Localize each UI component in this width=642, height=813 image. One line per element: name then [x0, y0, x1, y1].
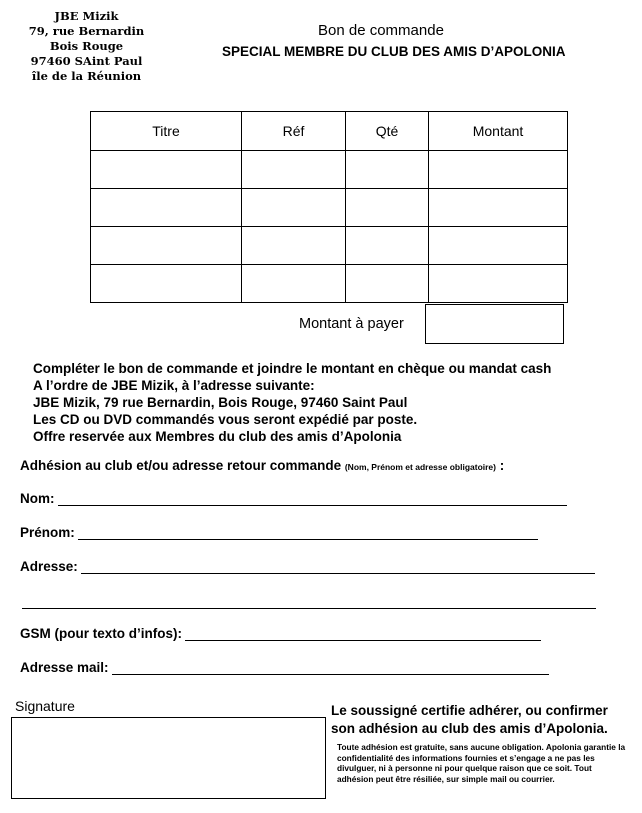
- page-subtitle: SPECIAL MEMBRE DU CLUB DES AMIS D’APOLONIA: [222, 44, 566, 59]
- signature-label: Signature: [15, 698, 75, 714]
- gsm-field: [20, 626, 541, 641]
- certification-line: Le soussigné certifie adhérer, ou confirmer: [331, 703, 608, 718]
- certification-text: [331, 702, 608, 738]
- cell-montant[interactable]: [429, 151, 568, 189]
- column-header-ref: Réf: [242, 112, 346, 151]
- signature-box[interactable]: [11, 717, 326, 799]
- sender-name: JBE Mizik: [54, 9, 119, 23]
- table-row: [91, 151, 568, 189]
- prenom-field: [20, 525, 538, 540]
- prenom-label: Prénom:: [20, 525, 75, 540]
- cell-qte[interactable]: [346, 227, 429, 265]
- table-row: [91, 189, 568, 227]
- adhesion-heading-text: Adhésion au club et/ou adresse retour commande: [20, 458, 342, 473]
- certification-line: son adhésion au club des amis d’Apolonia.: [331, 721, 608, 736]
- cell-ref[interactable]: [242, 265, 346, 303]
- cell-ref[interactable]: [242, 227, 346, 265]
- cell-ref[interactable]: [242, 189, 346, 227]
- nom-label: Nom:: [20, 491, 55, 506]
- total-label: Montant à payer: [299, 316, 404, 332]
- fine-print: Toute adhésion est gratuite, sans aucune obligation. Apolonia garantie la confidentialité des informations fournies et s’engage a ne pas les divulguer, ni à personne ni pour quelque raison que ce soit. Tout adhésion peut être résiliée, sur simple mail ou courrier.: [337, 742, 626, 784]
- table-row: [91, 227, 568, 265]
- cell-titre[interactable]: [91, 151, 242, 189]
- mail-input-line[interactable]: [112, 661, 549, 675]
- total-amount-box[interactable]: [425, 304, 564, 344]
- order-table: [90, 111, 568, 303]
- adresse-field: [20, 559, 595, 574]
- nom-field: [20, 491, 567, 506]
- page-title: Bon de commande: [318, 22, 444, 39]
- cell-titre[interactable]: [91, 227, 242, 265]
- cell-ref[interactable]: [242, 151, 346, 189]
- instruction-line: Offre reservée aux Membres du club des amis d’Apolonia: [33, 429, 402, 444]
- gsm-label: GSM (pour texto d’infos):: [20, 626, 182, 641]
- cell-titre[interactable]: [91, 265, 242, 303]
- cell-qte[interactable]: [346, 189, 429, 227]
- instruction-line: JBE Mizik, 79 rue Bernardin, Bois Rouge, 97460 Saint Paul: [33, 395, 408, 410]
- column-header-qte: Qté: [346, 112, 429, 151]
- adresse-label: Adresse:: [20, 559, 78, 574]
- adhesion-colon: :: [496, 458, 505, 473]
- nom-input-line[interactable]: [58, 492, 567, 506]
- adhesion-heading: [20, 458, 504, 473]
- instruction-line: Compléter le bon de commande et joindre le montant en chèque ou mandat cash: [33, 361, 552, 376]
- adhesion-note: (Nom, Prénom et adresse obligatoire): [344, 462, 496, 472]
- table-header-row: [91, 112, 568, 151]
- instruction-line: A l’ordre de JBE Mizik, à l’adresse suivante:: [33, 378, 315, 393]
- cell-qte[interactable]: [346, 151, 429, 189]
- mail-label: Adresse mail:: [20, 660, 109, 675]
- instructions: [33, 360, 551, 445]
- mail-field: [20, 660, 549, 675]
- sender-city: 97460 SAint Paul: [30, 54, 143, 68]
- sender-island: île de la Réunion: [31, 69, 142, 83]
- cell-montant[interactable]: [429, 265, 568, 303]
- column-header-montant: Montant: [429, 112, 568, 151]
- prenom-input-line[interactable]: [78, 526, 538, 540]
- adresse-continuation-line[interactable]: [22, 608, 596, 609]
- gsm-input-line[interactable]: [185, 627, 541, 641]
- sender-address: [14, 9, 159, 84]
- cell-montant[interactable]: [429, 227, 568, 265]
- cell-qte[interactable]: [346, 265, 429, 303]
- column-header-titre: Titre: [91, 112, 242, 151]
- adresse-input-line[interactable]: [81, 560, 595, 574]
- instruction-line: Les CD ou DVD commandés vous seront expédié par poste.: [33, 412, 418, 427]
- sender-district: Bois Rouge: [49, 39, 124, 53]
- sender-street: 79, rue Bernardin: [28, 24, 145, 38]
- table-row: [91, 265, 568, 303]
- cell-montant[interactable]: [429, 189, 568, 227]
- cell-titre[interactable]: [91, 189, 242, 227]
